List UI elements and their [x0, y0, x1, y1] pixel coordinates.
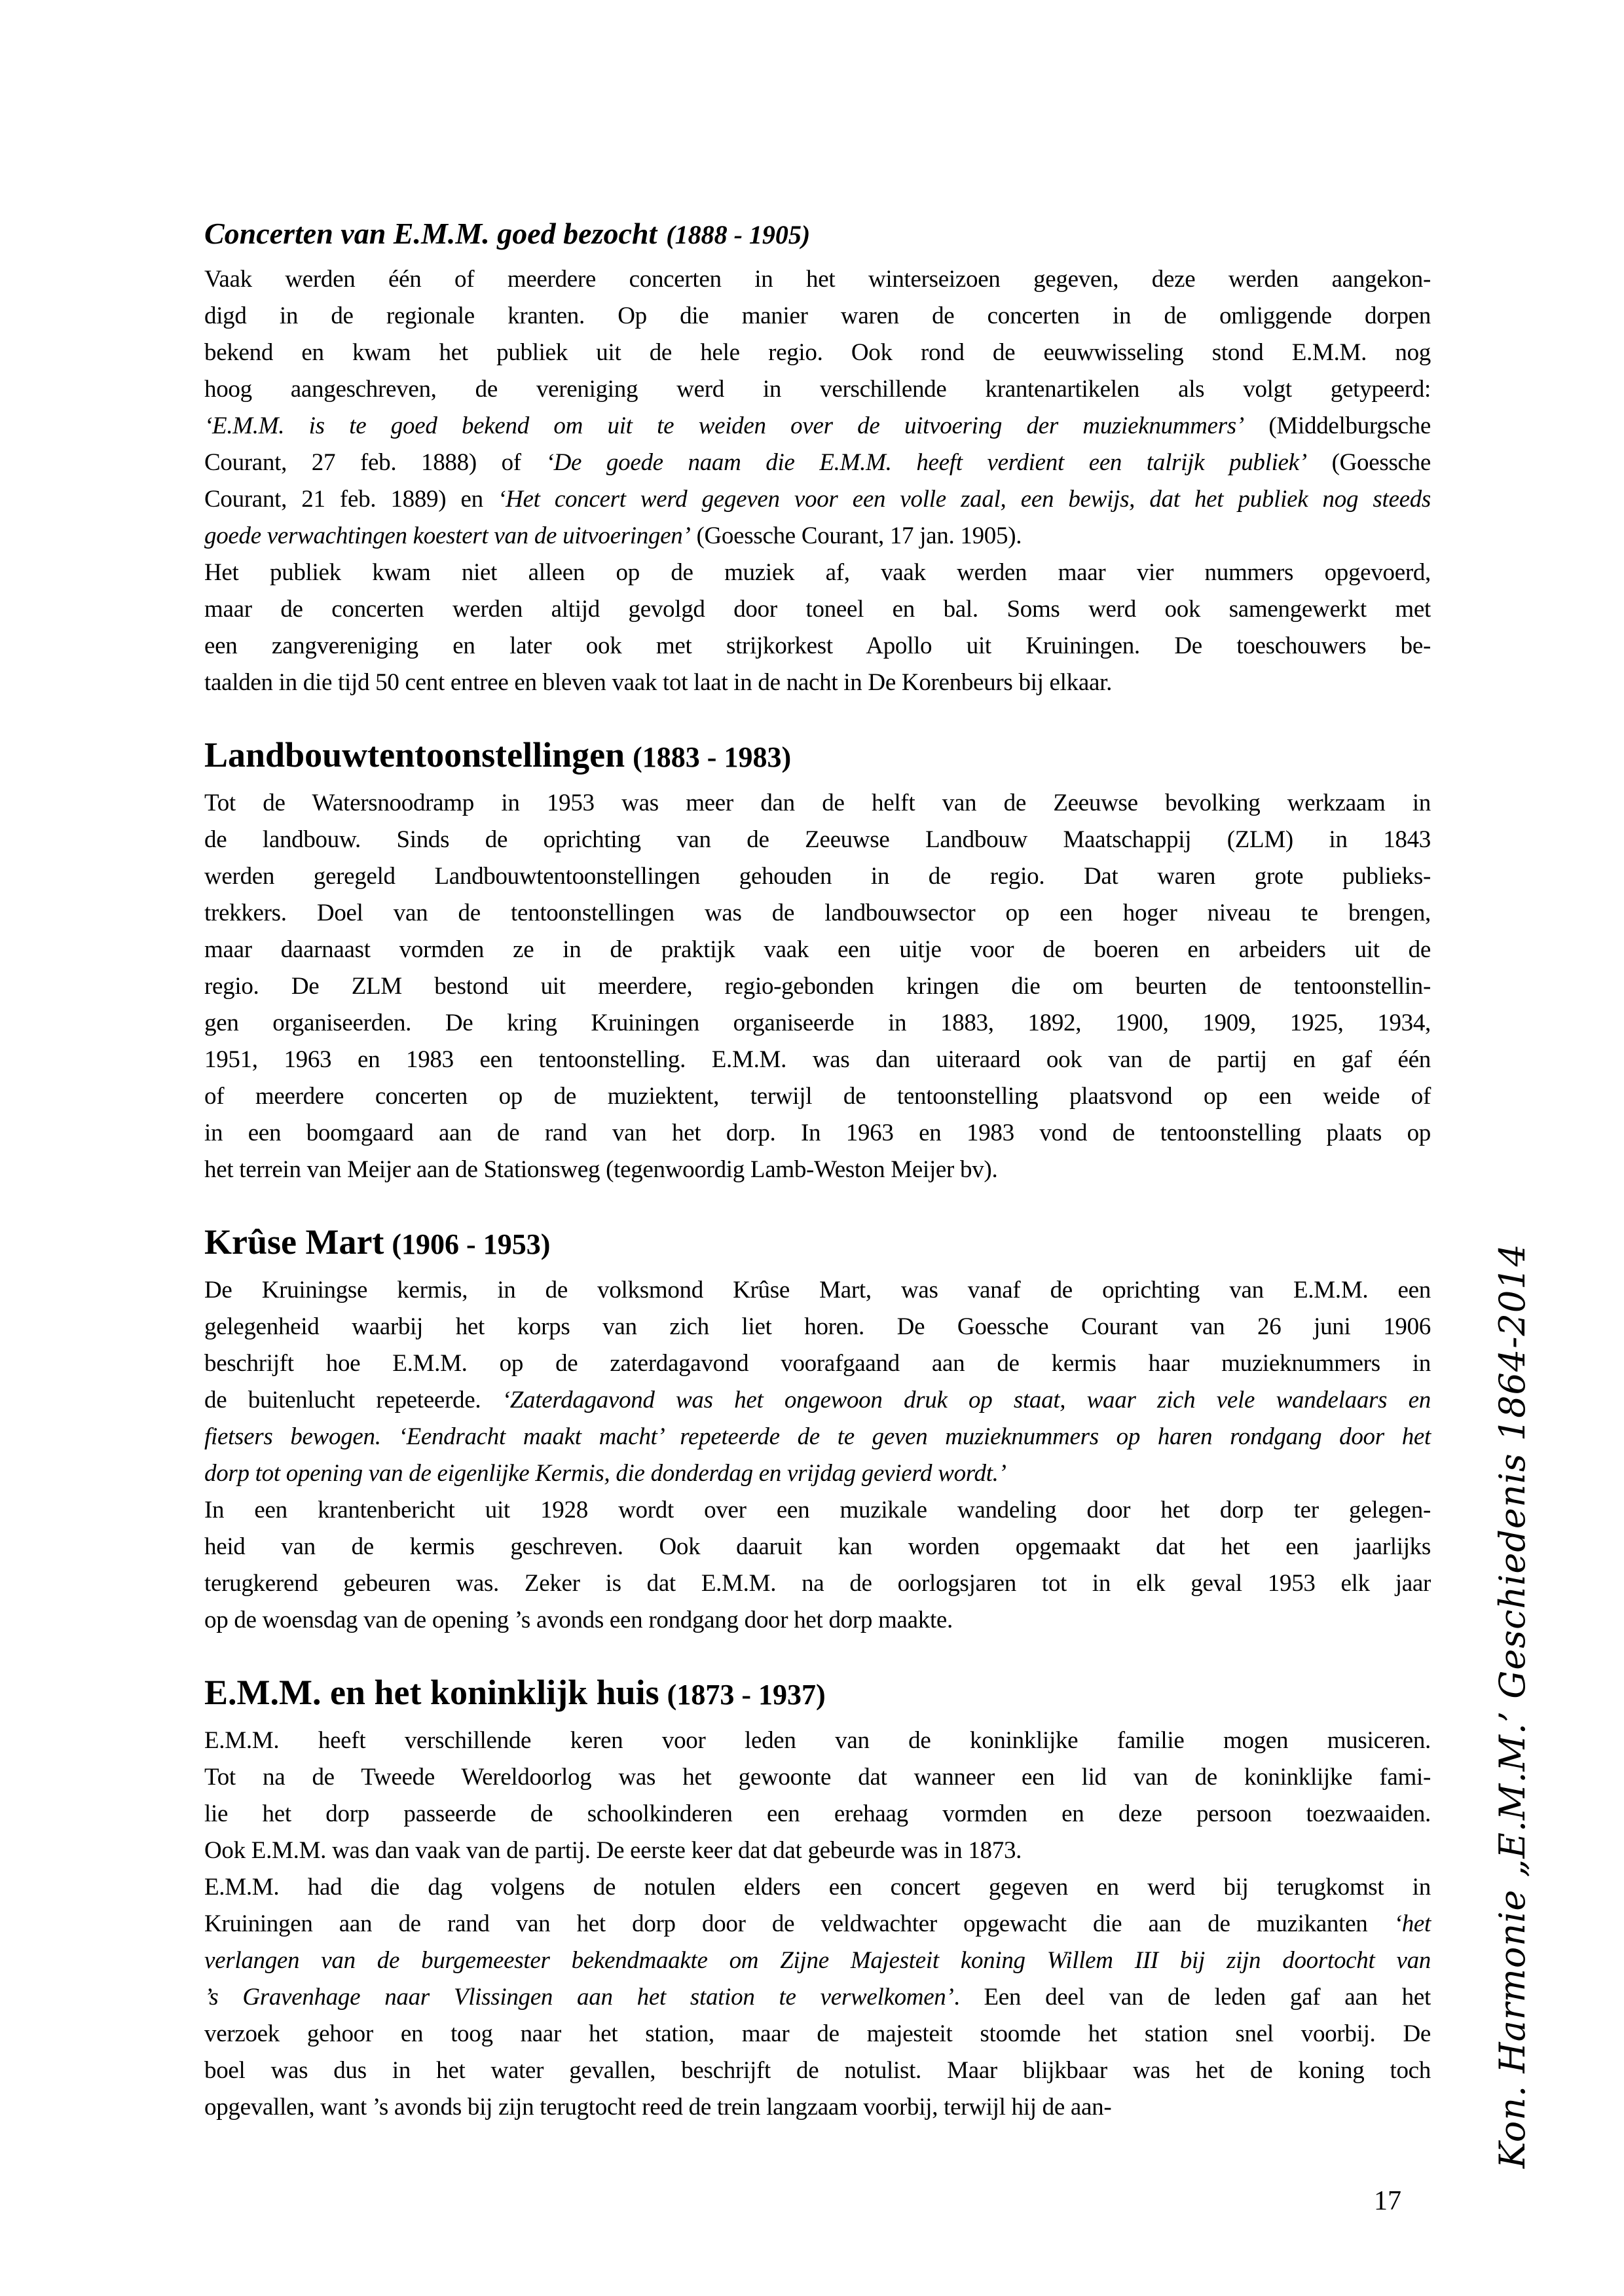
text-line	[204, 1529, 1431, 1565]
body-text: terugkerend gebeuren was. Zeker is dat E.M.M. na de oorlogsjaren tot in elk geval 1953 elk jaar	[204, 1570, 1431, 1597]
body-text: In een krantenbericht uit 1928 wordt over een muzikale wandeling door het dorp ter gelegen-	[204, 1497, 1431, 1523]
content	[204, 213, 1431, 2126]
text-line	[204, 1078, 1431, 1115]
body-text: in een boomgaard aan de rand van het dorp. In 1963 en 1983 vond de tentoonstelling plaats op	[204, 1120, 1431, 1146]
page-number: 17	[1374, 2186, 1401, 2216]
section-heading-years: (1883 - 1983)	[633, 741, 792, 773]
text-line	[204, 1382, 1431, 1419]
section-heading-title: Krûse Mart	[204, 1222, 384, 1262]
quoted-italic-text: goede verwachtingen koestert van de uitvoeringen’	[204, 522, 691, 549]
body-text: op de woensdag van de opening ’s avonds een rondgang door het dorp maakte.	[204, 1607, 953, 1633]
text-line	[204, 1152, 1431, 1188]
section-heading-title: E.M.M. en het koninklijk huis	[204, 1673, 659, 1712]
section-heading-years: (1873 - 1937)	[667, 1679, 826, 1711]
body-text: heid van de kermis geschreven. Ook daaruit kan worden opgemaakt dat het een jaarlijks	[204, 1533, 1431, 1560]
text-line	[204, 481, 1431, 518]
text-line	[204, 665, 1431, 701]
body-text: gen organiseerden. De kring Kruiningen organiseerde in 1883, 1892, 1900, 1909, 1925, 1934,	[204, 1010, 1431, 1036]
text-line	[204, 1869, 1431, 1906]
text-line	[204, 1455, 1431, 1492]
body-text: maar daarnaast vormden ze in de praktijk vaak een uitje voor de boeren en arbeiders uit de	[204, 936, 1431, 963]
quoted-italic-text: dorp tot opening van de eigenlijke Kermis, die donderdag en vrijdag gevierd wordt.’	[204, 1460, 1006, 1487]
body-text: werden geregeld Landbouwtentoonstellingen gehouden in de regio. Dat waren grote publieks-	[204, 863, 1431, 890]
text-line	[204, 1309, 1431, 1345]
section-heading-title: Landbouwtentoonstellingen	[204, 735, 625, 774]
body-text: de landbouw. Sinds de oprichting van de Zeeuwse Landbouw Maatschappij (ZLM) in 1843	[204, 826, 1431, 853]
text-line	[204, 555, 1431, 591]
section-heading	[204, 734, 1431, 778]
text-line	[204, 2052, 1431, 2089]
quoted-italic-text: ‘De goede naam die E.M.M. heeft verdient een talrijk publiek’	[545, 449, 1307, 476]
text-line	[204, 1272, 1431, 1309]
body-text: Courant, 21 feb. 1889) en	[204, 486, 498, 513]
quoted-italic-text: ‘E.M.M. is te goed bekend om uit te weiden over de uitvoering der muzieknummers’	[204, 412, 1244, 439]
body-text: of meerdere concerten op de muziektent, terwijl de tentoonstelling plaatsvond op een weide of	[204, 1083, 1431, 1110]
body-text: regio. De ZLM bestond uit meerdere, regio-gebonden kringen die om beurten de tentoonstellin-	[204, 973, 1431, 1000]
quoted-italic-text: ‘Het concert werd gegeven voor een volle zaal, een bewijs, dat het publiek nog steeds	[498, 486, 1431, 513]
body-text: . Een deel van de leden gaf aan het	[953, 1984, 1431, 2011]
text-line	[204, 408, 1431, 445]
body-text: gelegenheid waarbij het korps van zich liet horen. De Goessche Courant van 26 juni 1906	[204, 1313, 1431, 1340]
text-line	[204, 298, 1431, 335]
text-line	[204, 518, 1431, 555]
body-text: E.M.M. had die dag volgens de notulen elders een concert gegeven en werd bij terugkomst in	[204, 1874, 1431, 1901]
body-text: 1951, 1963 en 1983 een tentoonstelling. E.M.M. was dan uiteraard ook van de partij en gaf één	[204, 1046, 1431, 1073]
text-line	[204, 628, 1431, 665]
text-line	[204, 1042, 1431, 1078]
sidebar-vertical-title: Kon. Harmonie „E.M.M.’ Geschiedenis 1864-2014	[1492, 1243, 1533, 2168]
text-line	[204, 895, 1431, 932]
text-line	[204, 968, 1431, 1005]
text-line	[204, 785, 1431, 822]
text-line	[204, 335, 1431, 371]
body-text: Courant, 27 feb. 1888) of	[204, 449, 546, 476]
quoted-italic-text: ‘Zaterdagavond was het ongewoon druk op staat, waar zich vele wandelaars en	[502, 1387, 1431, 1413]
body-text: maar de concerten werden altijd gevolgd door toneel en bal. Soms werd ook samengewerkt met	[204, 596, 1431, 623]
quoted-italic-text: fietsers bewogen. ‘Eendracht maakt macht’ repeteerde de te geven muzieknummers op haren rondgang door het	[204, 1423, 1431, 1450]
section-heading	[204, 1221, 1431, 1266]
body-text: trekkers. Doel van de tentoonstellingen was de landbouwsector op een hoger niveau te brengen,	[204, 900, 1431, 926]
text-line	[204, 1602, 1431, 1639]
text-line	[204, 2089, 1431, 2126]
body-text: Tot de Watersnoodramp in 1953 was meer dan de helft van de Zeeuwse bevolking werkzaam in	[204, 790, 1431, 816]
body-text: verzoek gehoor en toog naar het station, maar de majesteit stoomde het station snel voorbij. De	[204, 2020, 1431, 2047]
text-line	[204, 1005, 1431, 1042]
body-text: (Goessche Courant, 17 jan. 1905).	[690, 522, 1022, 549]
body-text: beschrijft hoe E.M.M. op de zaterdagavond voorafgaand aan de kermis haar muzieknummers in	[204, 1350, 1431, 1377]
body-text: (Goessche	[1306, 449, 1431, 476]
section-heading	[204, 213, 1431, 256]
body-text: bekend en kwam het publiek uit de hele regio. Ook rond de eeuwwisseling stond E.M.M. nog	[204, 339, 1431, 366]
text-line	[204, 858, 1431, 895]
text-line	[204, 1722, 1431, 1759]
body-text: het terrein van Meijer aan de Stationsweg (tegenwoordig Lamb-Weston Meijer bv).	[204, 1156, 998, 1183]
body-text: Kruiningen aan de rand van het dorp door de veldwachter opgewacht die aan de muzikanten	[204, 1910, 1394, 1937]
text-line	[204, 932, 1431, 968]
body-text: boel was dus in het water gevallen, beschrijft de notulist. Maar blijkbaar was het de koning toch	[204, 2057, 1431, 2084]
body-text: digd in de regionale kranten. Op die manier waren de concerten in de omliggende dorpen	[204, 302, 1431, 329]
body-text: (Middelburgsche	[1244, 412, 1431, 439]
text-line	[204, 1115, 1431, 1152]
text-line	[204, 1345, 1431, 1382]
text-line	[204, 1492, 1431, 1529]
section-heading	[204, 1671, 1431, 1716]
text-line	[204, 591, 1431, 628]
text-line	[204, 1832, 1431, 1869]
body-text: De Kruiningse kermis, in de volksmond Krûse Mart, was vanaf de oprichting van E.M.M. een	[204, 1277, 1431, 1303]
body-text: hoog aangeschreven, de vereniging werd in verschillende krantenartikelen als volgt getypeerd:	[204, 376, 1431, 403]
body-text: Tot na de Tweede Wereldoorlog was het gewoonte dat wanneer een lid van de koninklijke fami-	[204, 1764, 1431, 1791]
text-line	[204, 822, 1431, 858]
text-line	[204, 1759, 1431, 1796]
text-line	[204, 261, 1431, 298]
text-line	[204, 1419, 1431, 1455]
text-line	[204, 2016, 1431, 2052]
body-text: een zangvereniging en later ook met strijkorkest Apollo uit Kruiningen. De toeschouwers be-	[204, 632, 1431, 659]
text-line	[204, 1942, 1431, 1979]
text-line	[204, 1979, 1431, 2016]
quoted-italic-text: verlangen van de burgemeester bekendmaakte om Zijne Majesteit koning Willem III bij zijn doortocht van	[204, 1947, 1431, 1974]
body-text: Vaak werden één of meerdere concerten in het winterseizoen gegeven, deze werden aangekon-	[204, 266, 1431, 293]
text-line	[204, 445, 1431, 481]
body-text: E.M.M. heeft verschillende keren voor leden van de koninklijke familie mogen musiceren.	[204, 1727, 1431, 1754]
body-text: opgevallen, want ’s avonds bij zijn terugtocht reed de trein langzaam voorbij, terwijl hij de aan-	[204, 2094, 1112, 2121]
text-line	[204, 371, 1431, 408]
section-heading-years: (1906 - 1953)	[392, 1228, 551, 1260]
text-line	[204, 1906, 1431, 1942]
body-text: Het publiek kwam niet alleen op de muziek af, vaak werden maar vier nummers opgevoerd,	[204, 559, 1431, 586]
text-line	[204, 1796, 1431, 1832]
quoted-italic-text: ‘het	[1393, 1910, 1431, 1937]
quoted-italic-text: ’s Gravenhage naar Vlissingen aan het station te verwelkomen’	[204, 1984, 954, 2011]
body-text: taalden in die tijd 50 cent entree en bleven vaak tot laat in de nacht in De Korenbeurs bij elkaar.	[204, 669, 1113, 696]
body-text: Ook E.M.M. was dan vaak van de partij. De eerste keer dat dat gebeurde was in 1873.	[204, 1837, 1022, 1864]
body-text: de buitenlucht repeteerde.	[204, 1387, 502, 1413]
text-line	[204, 1565, 1431, 1602]
section-heading-title: Concerten van E.M.M. goed bezocht	[204, 217, 657, 250]
section-heading-years: (1888 - 1905)	[666, 220, 811, 249]
body-text: lie het dorp passeerde de schoolkinderen een erehaag vormden en deze persoon toezwaaiden.	[204, 1800, 1431, 1827]
